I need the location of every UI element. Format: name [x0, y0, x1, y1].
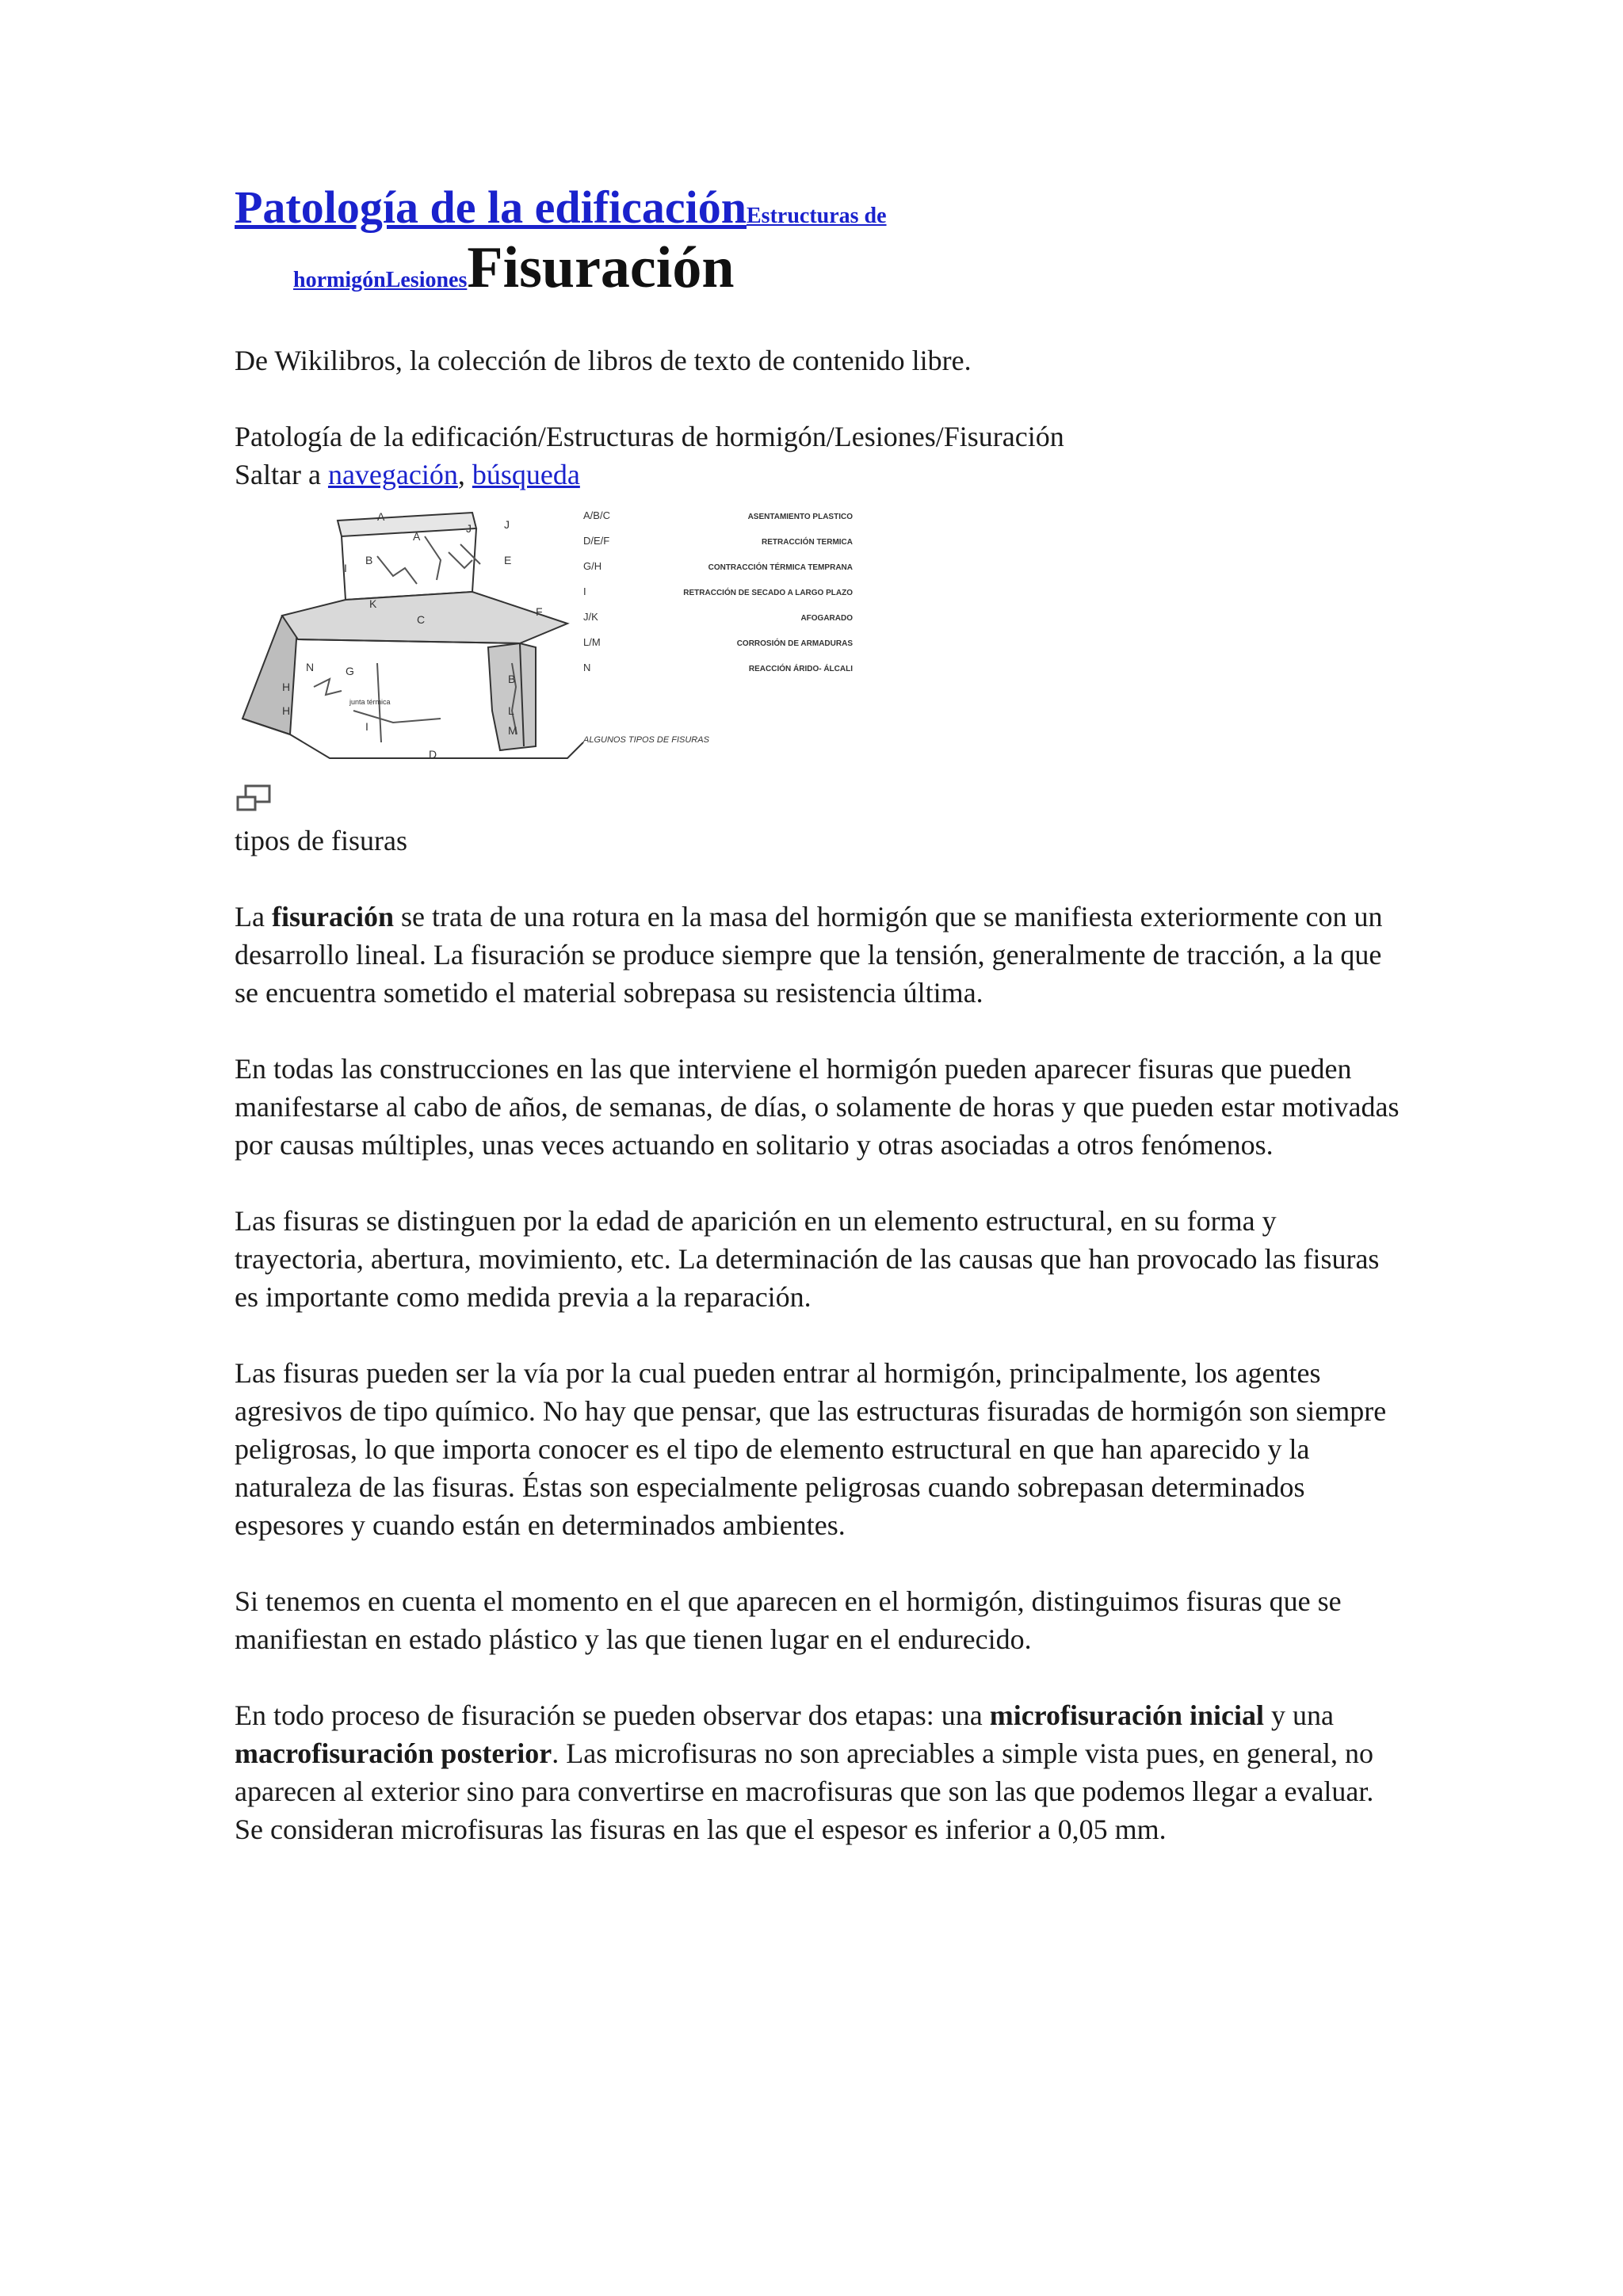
letter-K: K	[369, 597, 377, 611]
figure-caption: tipos de fisuras	[235, 825, 407, 857]
paragraph-4: Las fisuras pueden ser la vía por la cual pueden entrar al hormigón, principalmente, los agentes agresivos de tipo químico. No hay que pensar, que las estructuras fisuradas de hormigón son siempre peligrosas, lo que importa conocer es el tipo de elemento estructural en que han aparecido y la naturaleza de las fisuras. Éstas son especialmente peligrosas cuando sobrepasan determinados espesores y cuando están en determinados ambientes.	[235, 1357, 1387, 1542]
letter-B: B	[365, 554, 373, 567]
breadcrumb-path: Patología de la edificación/Estructuras de hormigón/Lesiones/Fisuración	[235, 421, 1064, 453]
letter-C: C	[417, 613, 426, 627]
paragraph-1	[235, 898, 1400, 1012]
article	[235, 182, 1423, 1848]
legend-label-5: CORROSIÓN DE ARMADURAS	[736, 639, 853, 649]
p6-bold-macrofisuracion: macrofisuración posterior	[235, 1737, 552, 1770]
letter-L: L	[508, 704, 514, 718]
site-tagline: De Wikilibros, la colección de libros de texto de contenido libre.	[235, 345, 972, 377]
jump-prefix: Saltar a	[235, 459, 328, 491]
p6-bold-microfisuracion: microfisuración inicial	[989, 1699, 1265, 1732]
letter-E: E	[504, 554, 512, 567]
letter-I: I	[344, 562, 347, 575]
page-title-current: Fisuración	[467, 235, 735, 300]
jump-separator: ,	[457, 459, 472, 491]
paragraph-3: Las fisuras se distinguen por la edad de aparición en un elemento estructural, en su forma y trayectoria, abertura, movimiento, etc. La determinación de las causas que han provocado las fisuras es importante como medida previa a la reparación.	[235, 1205, 1380, 1314]
jump-links	[235, 456, 1423, 494]
p6-text-e: . Las microfisuras no son apreciables a simple vista pues, en general, no aparecen al exterior sino para convertirse en macrofisuras que son las que podemos llegar a evaluar. Se consideran microfisuras las fisuras en las que el espesor es inferior a 0,05 mm.	[235, 1737, 1374, 1846]
figure-note: ALGUNOS TIPOS DE FISURAS	[583, 735, 709, 746]
p1-text-a: La	[235, 901, 272, 933]
letter-I-2: I	[365, 720, 369, 734]
figure-legend	[582, 509, 853, 745]
p1-bold-fisuracion: fisuración	[271, 901, 394, 933]
legend-label-3: RETRACCIÓN DE SECADO A LARGO PLAZO	[683, 589, 853, 598]
paragraph-5: Si tenemos en cuenta el momento en el que aparecen en el hormigón, distinguimos fisuras que se manifiestan en estado plástico y las que tienen lugar en el endurecido.	[235, 1585, 1342, 1656]
letter-H-2: H	[282, 704, 291, 718]
p1-text-c: se trata de una rotura en la masa del hormigón que se manifiesta exteriormente con un desarrollo lineal. La fisuración se produce siempre que la tensión, generalmente de tracción, a la que se encuentra sometido el material sobrepasa su resistencia última.	[235, 901, 1383, 1009]
p6-text-c: y una	[1264, 1699, 1334, 1732]
legend-label-6: REACCIÓN ÁRIDO- ÁLCALI	[748, 665, 853, 674]
breadcrumb-link-hormigon[interactable]: hormigón	[293, 267, 386, 292]
legend-label-2: CONTRACCIÓN TÉRMICA TEMPRANA	[708, 563, 853, 573]
paragraph-6	[235, 1696, 1400, 1848]
p6-text-a: En todo proceso de fisuración se pueden observar dos etapas: una	[235, 1699, 990, 1732]
legend-label-0: ASENTAMIENTO PLASTICO	[747, 513, 853, 522]
letter-D: D	[429, 748, 437, 761]
page-title-line-2	[293, 236, 1423, 300]
letter-A-1: A	[377, 510, 385, 524]
jump-navigation-link[interactable]: navegación	[327, 459, 458, 491]
letter-A-2: A	[413, 530, 421, 543]
legend-code-3: I	[583, 585, 586, 598]
letter-B-2: B	[508, 673, 516, 686]
enlarge-icon[interactable]	[235, 770, 1423, 818]
letter-G: G	[346, 665, 354, 678]
breadcrumb-link-estructuras[interactable]: Estructuras de	[747, 204, 887, 228]
legend-code-1: D/E/F	[583, 535, 610, 547]
letter-F: F	[536, 605, 543, 619]
letter-M: M	[508, 724, 517, 738]
page-title	[235, 182, 1423, 233]
letter-J: J	[466, 522, 472, 536]
legend-code-2: G/H	[583, 560, 602, 573]
legend-code-5: L/M	[583, 636, 601, 649]
legend-label-1: RETRACCIÓN TERMICA	[762, 538, 853, 547]
structure-sketch	[242, 513, 583, 758]
letter-J-2: J	[504, 518, 510, 532]
letter-N: N	[306, 661, 315, 674]
letter-H-1: H	[282, 681, 291, 694]
legend-code-4: J/K	[583, 611, 598, 624]
legend-label-4: AFOGARADO	[800, 614, 853, 624]
jump-search-link[interactable]: búsqueda	[472, 459, 580, 491]
paragraph-2: En todas las construcciones en las que interviene el hormigón pueden aparecer fisuras que pueden manifestarse al cabo de años, de semanas, de días, o solamente de horas y que pueden estar motivadas por causas múltiples, unas veces actuando en solitario y otras asociadas a otros fenómenos.	[235, 1053, 1400, 1161]
junta-label: junta térmica	[349, 698, 391, 707]
legend-code-0: A/B/C	[583, 509, 610, 522]
legend-code-6: N	[583, 662, 591, 674]
breadcrumb-link-patologia[interactable]: Patología de la edificación	[235, 181, 747, 233]
breadcrumb-link-lesiones[interactable]: Lesiones	[385, 267, 468, 292]
crack-types-figure[interactable]	[235, 505, 861, 766]
